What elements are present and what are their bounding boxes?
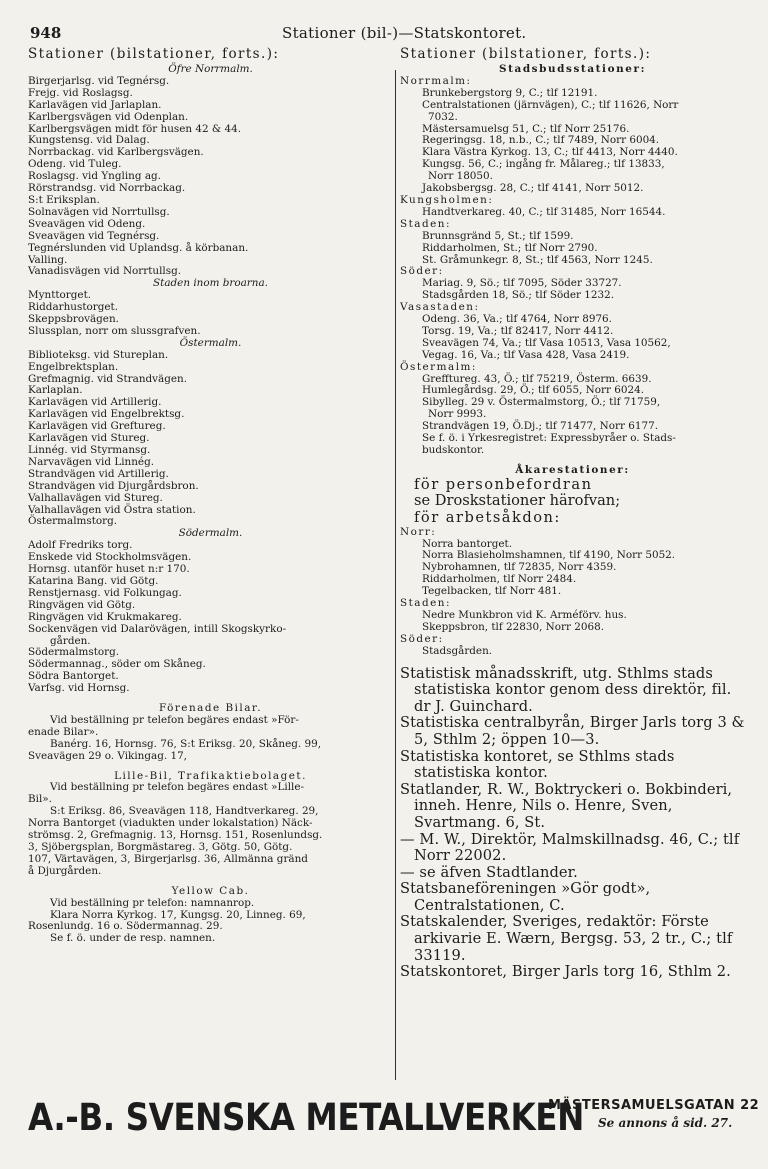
left-entry: Solnavägen vid Norrtullsg. [28, 205, 170, 218]
left-entry: 107, Värtavägen, 3, Birgerjarlsg. 36, Allmänna gränd [28, 852, 308, 865]
left-heading: Staden inom broarna. [153, 277, 268, 290]
left-heading: Södermalm. [178, 527, 243, 540]
right-entry: Norr 9993. [428, 408, 487, 421]
page-number: 948 [30, 24, 62, 42]
left-heading: Yellow Cab. [171, 884, 250, 897]
left-heading: Lille-Bil, Trafikaktiebolaget. [114, 769, 307, 782]
left-entry: Södra Bantorget. [28, 670, 119, 683]
right-entry: Stadsgården. [422, 644, 493, 657]
left-entry: Se f. ö. under de resp. namnen. [50, 932, 216, 945]
left-entry: Sveavägen 29 o. Vikingag. 17, [28, 749, 187, 762]
right-heading: Stadsbudsstationer: [498, 63, 647, 75]
right-entry: 7032. [428, 110, 458, 123]
right-entry: Kungsholmen: [400, 193, 494, 206]
left-entry: Frejg. vid Roslagsg. [28, 86, 133, 99]
right-entry: Statistiska kontoret, se Sthlms stads statistiska kontor. [400, 747, 675, 782]
left-entry: Slussplan, norr om slussgrafven. [28, 324, 201, 337]
right-entry: Norra Blasieholmshamnen, tlf 4190, Norr 5052. [422, 549, 676, 562]
left-entry: å Djurgården. [28, 864, 102, 877]
left-entry: Valhallavägen vid Stureg. [28, 491, 163, 504]
right-entry: Staden: [400, 217, 451, 230]
right-entry: Norrmalm: [400, 74, 472, 87]
ad-company-name: A.-B. SVENSKA METALLVERKEN [28, 1096, 584, 1139]
left-entry: Ringvägen vid Götg. [28, 598, 136, 611]
left-entry: Adolf Fredriks torg. [28, 539, 133, 552]
left-entry: Karlavägen vid Artillerig. [28, 396, 162, 409]
left-entry: Birgerjarlsg. vid Tegnérsg. [28, 74, 170, 87]
right-entry: Nedre Munkbron vid K. Arméförv. hus. [422, 608, 627, 621]
right-entry: budskontor. [422, 444, 485, 456]
left-entry: Östermalmstorg. [28, 515, 118, 528]
right-entry: Sveavägen 74, Va.; tlf Vasa 10513, Vasa 10562, [422, 336, 671, 349]
right-heading: Åkarestationer: [515, 463, 630, 476]
right-entry: Statistiska centralbyrån, Birger Jarls torg 3 & 5, Sthlm 2; öppen 10—3. [400, 714, 745, 748]
left-entry: Norra Bantorget (viadukten under lokalstation) Näck- [28, 817, 313, 830]
right-entry: Söder: [400, 265, 444, 278]
left-entry: Valhallavägen vid Östra station. [28, 503, 196, 516]
left-heading: Östermalm. [179, 336, 242, 349]
right-entry: Handtverkareg. 40, C.; tlf 31485, Norr 16544. [422, 205, 666, 218]
ad-address: MÄSTERSAMUELSGATAN 22 [548, 1098, 760, 1113]
left-heading: Förenade Bilar. [158, 702, 263, 715]
left-entry: Odeng. vid Tuleg. [28, 158, 122, 171]
right-entry: Norra bantorget. [422, 537, 512, 550]
right-entry: Se f. ö. i Yrkesregistret: Expressbyråer o. Stads- [422, 432, 676, 445]
right-entry: Statlander, R. W., Boktryckeri o. Bokbinderi, inneh. Henre, Nils o. Henre, Sven, Svartmang. 6, St. [400, 780, 733, 831]
left-entry: Rörstrandsg. vid Norrbackag. [28, 182, 186, 195]
left-entry: Hornsg. utanför huset n:r 170. [28, 563, 190, 576]
column-divider [395, 70, 396, 1080]
left-entry: Karlavägen vid Jarlaplan. [28, 98, 162, 111]
left-entry: Klara Norra Kyrkog. 17, Kungsg. 20, Linneg. 69, [50, 908, 306, 921]
left-entry: Sockenvägen vid Dalarövägen, intill Skogskyrko- [28, 622, 287, 635]
right-entry: Odeng. 36, Va.; tlf 4764, Norr 8976. [422, 313, 612, 326]
left-entry: Banérg. 16, Hornsg. 76, S:t Eriksg. 20, Skåneg. 99, [50, 737, 322, 750]
left-entry: Kungstensg. vid Dalag. [28, 134, 150, 147]
left-entry: Riddarhustorget. [28, 301, 119, 314]
left-entry: Katarina Bang. vid Götg. [28, 574, 159, 587]
left-entry: Strandvägen vid Djurgårdsbron. [28, 479, 199, 492]
left-entry: Karlbergsvägen midt för husen 42 & 44. [28, 122, 241, 135]
left-heading: Stationer (bilstationer, forts.): [28, 46, 280, 62]
left-entry: Vid beställning pr telefon: namnanrop. [50, 896, 255, 909]
right-entry: Torsg. 19, Va.; tlf 82417, Norr 4412. [422, 324, 614, 337]
left-entry: Södermannag., söder om Skåneg. [28, 658, 206, 671]
right-entry: St. Gråmunkegr. 8, St.; tlf 4563, Norr 1245. [422, 253, 653, 266]
right-entry: Kungsg. 56, C.; ingång fr. Målareg.; tlf 13833, [422, 158, 665, 171]
right-entry: — se äfven Stadtlander. [400, 863, 578, 881]
right-entry: Brunnsgränd 5, St.; tlf 1599. [422, 229, 574, 242]
ad-note: Se annons å sid. 27. [598, 1116, 733, 1130]
left-entry: Karlavägen vid Stureg. [28, 432, 150, 445]
right-entry: Jakobsbergsg. 28, C.; tlf 4141, Norr 5012. [422, 182, 644, 195]
left-entry: gården. [50, 634, 91, 647]
right-entry: Mariag. 9, Sö.; tlf 7095, Söder 33727. [422, 277, 622, 290]
right-heading: Stationer (bilstationer, forts.): [400, 46, 652, 62]
advertisement [28, 1094, 760, 1154]
left-entry: strömsg. 2, Grefmagnig. 13, Hornsg. 151, Rosenlundsg. [28, 829, 323, 842]
right-entry: Sibylleg. 29 v. Östermalmstorg, Ö.; tlf 71759, [422, 396, 661, 409]
left-entry: enade Bilar». [28, 725, 99, 738]
right-entry: Centralstationen (järnvägen), C.; tlf 11626, Norr [422, 98, 679, 111]
right-entry: Stadsgården 18, Sö.; tlf Söder 1232. [422, 289, 615, 302]
left-column [28, 46, 393, 1086]
left-entry: Rosenlundg. 16 o. Södermannag. 29. [28, 920, 223, 933]
right-entry: Brunkebergstorg 9, C.; tlf 12191. [422, 86, 598, 99]
right-entry: Statskalender, Sveriges, redaktör: Förste arkivarie E. Wærn, Bergsg. 53, 2 tr., C.; tlf 33119. [400, 913, 733, 964]
right-entry: Klara Västra Kyrkog. 13, C.; tlf 4413, Norr 4440. [422, 146, 678, 159]
right-entry: för arbetsåkdon: [414, 509, 561, 526]
left-entry: Vanadisvägen vid Norrtullsg. [28, 265, 182, 278]
right-entry: Humlegårdsg. 29, Ö.; tlf 6055, Norr 6024. [422, 384, 645, 397]
right-entry: — M. W., Direktör, Malmskillnadsg. 46, C.; tlf Norr 22002. [400, 830, 740, 865]
right-entry: Skeppsbron, tlf 22830, Norr 2068. [422, 620, 605, 633]
left-entry: Tegnérslunden vid Uplandsg. å körbanan. [28, 241, 249, 254]
left-entry: Södermalmstorg. [28, 646, 120, 659]
left-entry: Vid beställning pr telefon begäres endast »För- [50, 713, 299, 726]
page-header [0, 24, 768, 46]
left-entry: Bil». [28, 793, 52, 806]
left-entry: Grefmagnig. vid Strandvägen. [28, 372, 188, 385]
left-entry: Karlbergsvägen vid Odenplan. [28, 110, 189, 123]
right-entry: Regeringsg. 18, n.b., C.; tlf 7489, Norr 6004. [422, 134, 660, 147]
left-entry: Valling. [28, 253, 68, 266]
left-entry: Engelbrektsplan. [28, 360, 119, 373]
left-entry: Norrbackag. vid Karlbergsvägen. [28, 146, 204, 159]
left-entry: Renstjernasg. vid Folkungag. [28, 586, 182, 599]
right-entry: Mästersamuelsg 51, C.; tlf Norr 25176. [422, 122, 630, 135]
right-entry: Strandvägen 19, Ö.Dj.; tlf 71477, Norr 6177. [422, 420, 658, 433]
right-entry: Vasastaden: [400, 301, 480, 314]
left-entry: Ringvägen vid Krukmakareg. [28, 610, 182, 623]
right-entry: Söder: [400, 632, 444, 645]
right-entry: Norr: [400, 525, 437, 538]
left-entry: Sveavägen vid Tegnérsg. [28, 229, 160, 242]
right-entry: för personbefordran [414, 475, 593, 493]
right-entry: Riddarholmen, tlf Norr 2484. [422, 573, 577, 586]
right-entry: Statistisk månadsskrift, utg. Sthlms stads statistiska kontor genom dess direktör, fil. dr J. Guinchard. [400, 664, 732, 715]
right-entry: Norr 18050. [428, 170, 493, 183]
left-entry: 3, Sjöbergsplan, Borgmästareg. 3, Götg. 50, Götg. [28, 841, 293, 853]
left-entry: Karlaplan. [28, 384, 83, 397]
left-entry: Mynttorget. [28, 289, 92, 302]
page-title: Stationer (bil-)—Statskontoret. [282, 24, 527, 42]
right-entry: Nybrohamnen, tlf 72835, Norr 4359. [422, 561, 617, 574]
right-entry: Statsbaneföreningen »Gör godt», Centralstationen, C. [400, 880, 651, 914]
left-entry: Skeppsbrovägen. [28, 313, 119, 326]
right-entry: Tegelbacken, tlf Norr 481. [422, 585, 562, 598]
left-entry: Biblioteksg. vid Stureplan. [28, 348, 169, 361]
left-entry: Strandvägen vid Artillerig. [28, 467, 169, 480]
right-entry: Grefftureg. 43, Ö.; tlf 75219, Österm. 6639. [422, 372, 652, 385]
right-entry: Statskontoret, Birger Jarls torg 16, Sthlm 2. [400, 963, 731, 981]
left-entry: Sveavägen vid Odeng. [28, 217, 146, 230]
right-entry: Riddarholmen, St.; tlf Norr 2790. [422, 241, 598, 254]
right-entry: se Droskstationer härofvan; [414, 492, 621, 510]
left-entry: Karlavägen vid Engelbrektsg. [28, 408, 185, 421]
left-entry: Varfsg. vid Hornsg. [28, 682, 130, 695]
right-column [400, 46, 745, 1086]
left-entry: Karlavägen vid Greftureg. [28, 420, 166, 433]
left-entry: Vid beställning pr telefon begäres endast »Lille- [50, 781, 305, 794]
left-entry: S:t Eriksplan. [28, 193, 100, 206]
left-entry: Enskede vid Stockholmsvägen. [28, 551, 192, 564]
right-entry: Vegag. 16, Va.; tlf Vasa 428, Vasa 2419. [422, 348, 630, 361]
left-entry: Roslagsg. vid Yngling ag. [28, 170, 161, 183]
left-entry: S:t Eriksg. 86, Sveavägen 118, Handtverkareg. 29, [50, 805, 319, 818]
left-entry: Linnég. vid Styrmansg. [28, 444, 151, 456]
right-entry: Staden: [400, 597, 451, 610]
left-entry: Narvavägen vid Linnég. [28, 455, 155, 468]
right-entry: Östermalm: [400, 360, 477, 373]
left-heading: Öfre Norrmalm. [168, 63, 253, 75]
